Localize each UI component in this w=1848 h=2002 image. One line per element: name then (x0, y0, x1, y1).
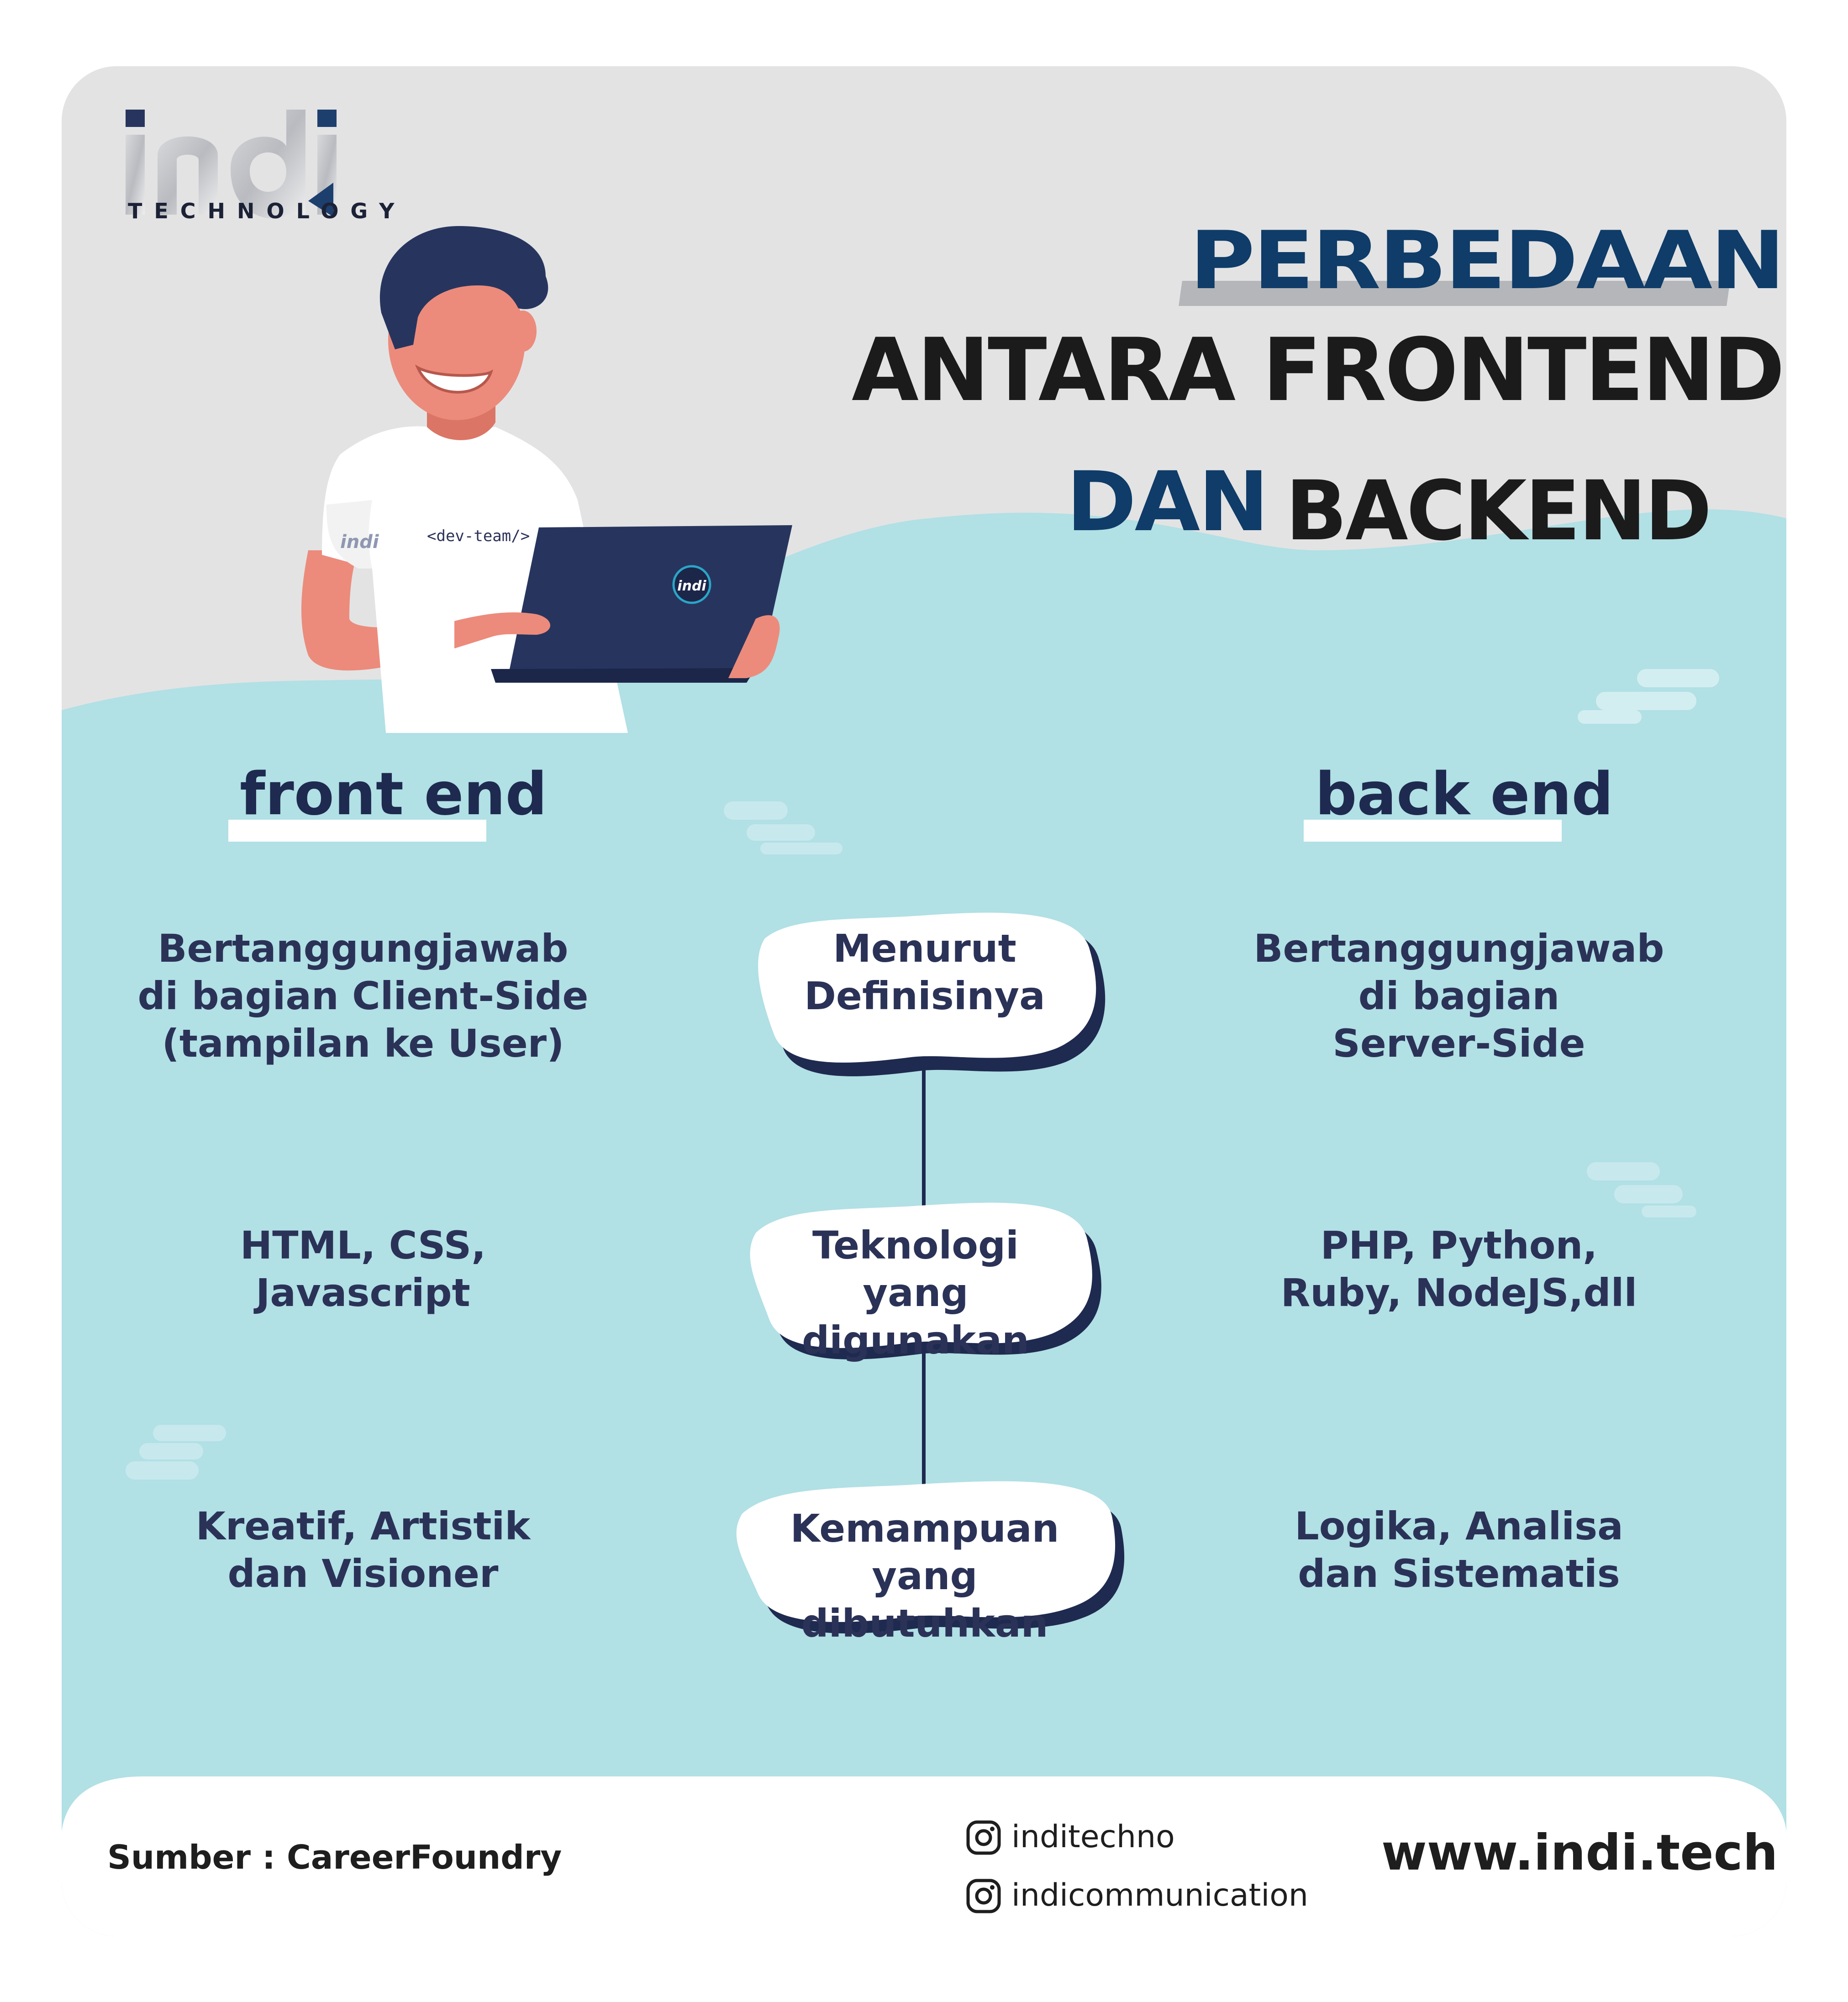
title-line-1: PERBEDAAN (1190, 215, 1783, 307)
category-skills: Kemampuan yang dibutuhkan (790, 1506, 1059, 1646)
category-definition: Menurut Definisinya (804, 926, 1045, 1018)
instagram-handle-1[interactable]: inditechno (1011, 1819, 1175, 1855)
frontend-definition: Bertanggungjawab di bagian Client-Side (tampilan ke User) (137, 926, 589, 1066)
category-technology: Teknologi yang digunakan (802, 1223, 1029, 1363)
backend-technology: PHP, Python, Ruby, NodeJS,dll (1280, 1223, 1637, 1315)
frontend-technology: HTML, CSS, Javascript (240, 1223, 486, 1315)
instagram-icon (966, 1820, 1001, 1855)
shirt-text: <dev-team/> (427, 527, 530, 545)
shirt-logo: indi (340, 532, 379, 553)
frontend-skills: Kreatif, Artistik dan Visioner (195, 1504, 531, 1596)
front-end-header: front end (240, 760, 548, 828)
instagram-handle-2[interactable]: indicommunication (1011, 1877, 1308, 1913)
title-line-2: ANTARA FRONTEND (852, 320, 1783, 421)
website-link[interactable]: www.indi.tech (1381, 1824, 1778, 1881)
title-line-3-dan: DAN (1066, 454, 1267, 550)
source-credit: Sumber : CareerFoundry (107, 1838, 562, 1876)
laptop-logo: indi (677, 578, 706, 594)
backend-definition: Bertanggungjawab di bagian Server-Side (1253, 926, 1664, 1066)
instagram-icon (966, 1878, 1001, 1914)
logo-subtitle: TECHNOLOGY (128, 199, 406, 223)
backend-skills: Logika, Analisa dan Sistematis (1295, 1504, 1623, 1596)
infographic-card (62, 66, 1786, 1936)
back-end-header: back end (1315, 760, 1614, 828)
title-line-3-backend: BACKEND (1285, 464, 1710, 559)
